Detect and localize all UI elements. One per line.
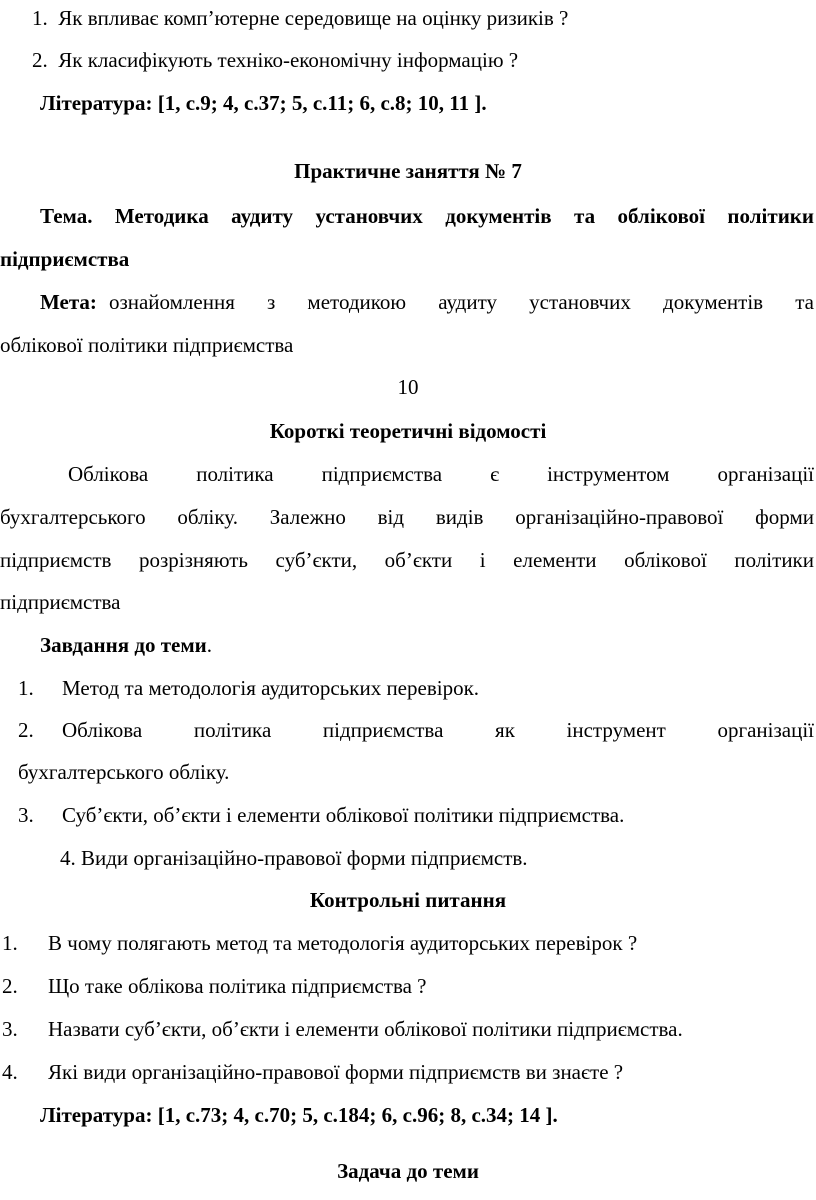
task-item-1 xyxy=(18,675,479,701)
control-item-1-num: 1. xyxy=(2,931,18,955)
goal-text-1: ознайомлення з методикою аудиту установчих документів та xyxy=(108,290,814,314)
top-question-2-text: Як класифікують техніко-економічну інформацію ? xyxy=(58,48,519,72)
control-item-4-num: 4. xyxy=(2,1060,18,1084)
task-item-4-text: Види організаційно-правової форми підприємств. xyxy=(81,846,528,870)
top-question-2-num: 2. xyxy=(32,48,48,72)
practice-title: Практичне заняття № 7 xyxy=(294,159,522,183)
goal-line-1 xyxy=(40,289,814,315)
task-item-4 xyxy=(60,845,528,871)
top-question-1 xyxy=(32,5,568,31)
theory-line-4: підприємства xyxy=(0,590,121,614)
control-item-4 xyxy=(2,1059,623,1085)
control-item-3-text: Назвати суб’єкти, об’єкти і елементи облікової політики підприємства. xyxy=(48,1017,683,1041)
theory-line-3: підприємств розрізняють суб’єкти, об’єкти і елементи облікової політики xyxy=(0,548,814,572)
top-question-2 xyxy=(32,47,518,73)
tasks-heading-dot: . xyxy=(206,633,212,657)
control-item-2-num: 2. xyxy=(2,974,18,998)
literature-line-2: Література: [1, с.73; 4, с.70; 5, с.184; 6, с.96; 8, с.34; 14 ]. xyxy=(40,1103,558,1127)
task-item-1-num: 1. xyxy=(18,676,34,700)
control-item-1 xyxy=(2,930,637,956)
control-item-1-text: В чому полягають метод та методологія аудиторських перевірок ? xyxy=(48,931,638,955)
theory-heading: Короткі теоретичні відомості xyxy=(269,419,547,443)
top-question-1-num: 1. xyxy=(32,6,48,30)
task-item-3-text: Суб’єкти, об’єкти і елементи облікової політики підприємства. xyxy=(62,803,625,827)
task-item-3 xyxy=(18,802,624,828)
theory-line-1: Облікова політика підприємства є інструментом організації xyxy=(68,462,814,486)
control-item-2-text: Що таке облікова політика підприємства ? xyxy=(48,974,427,998)
task-heading: Задача до теми xyxy=(337,1159,479,1183)
control-heading: Контрольні питання xyxy=(309,888,507,912)
topic-line-2: підприємства xyxy=(0,247,130,271)
task-item-1-text: Метод та методологія аудиторських перевірок. xyxy=(62,676,480,700)
top-question-1-text: Як впливає комп’ютерне середовище на оцінку ризиків ? xyxy=(58,6,569,30)
tasks-heading: Завдання до теми xyxy=(40,633,207,657)
theory-line-2: бухгалтерського обліку. Залежно від видів організаційно-правової форми xyxy=(0,505,814,529)
literature-line-1: Література: [1, с.9; 4, с.37; 5, с.11; 6, с.8; 10, 11 ]. xyxy=(40,91,487,115)
control-item-2 xyxy=(2,973,426,999)
task-item-2-line-1 xyxy=(18,717,814,743)
task-item-2-num: 2. xyxy=(18,718,34,742)
control-item-4-text: Які види організаційно-правової форми підприємств ви знаєте ? xyxy=(48,1060,624,1084)
task-item-2-line-2: бухгалтерського обліку. xyxy=(18,760,230,784)
control-item-3-num: 3. xyxy=(2,1017,18,1041)
goal-label: Мета: xyxy=(40,290,97,314)
task-item-4-num: 4. xyxy=(60,846,76,870)
task-item-2-text-1: Облікова політика підприємства як інструмент організації xyxy=(62,718,814,742)
topic-line-1: Тема. Методика аудиту установчих документів та облікової політики xyxy=(40,204,814,228)
page-number: 10 xyxy=(397,375,419,399)
tasks-heading-line xyxy=(40,632,212,658)
control-item-3 xyxy=(2,1016,683,1042)
task-item-3-num: 3. xyxy=(18,803,34,827)
goal-line-2: облікової політики підприємства xyxy=(0,333,294,357)
